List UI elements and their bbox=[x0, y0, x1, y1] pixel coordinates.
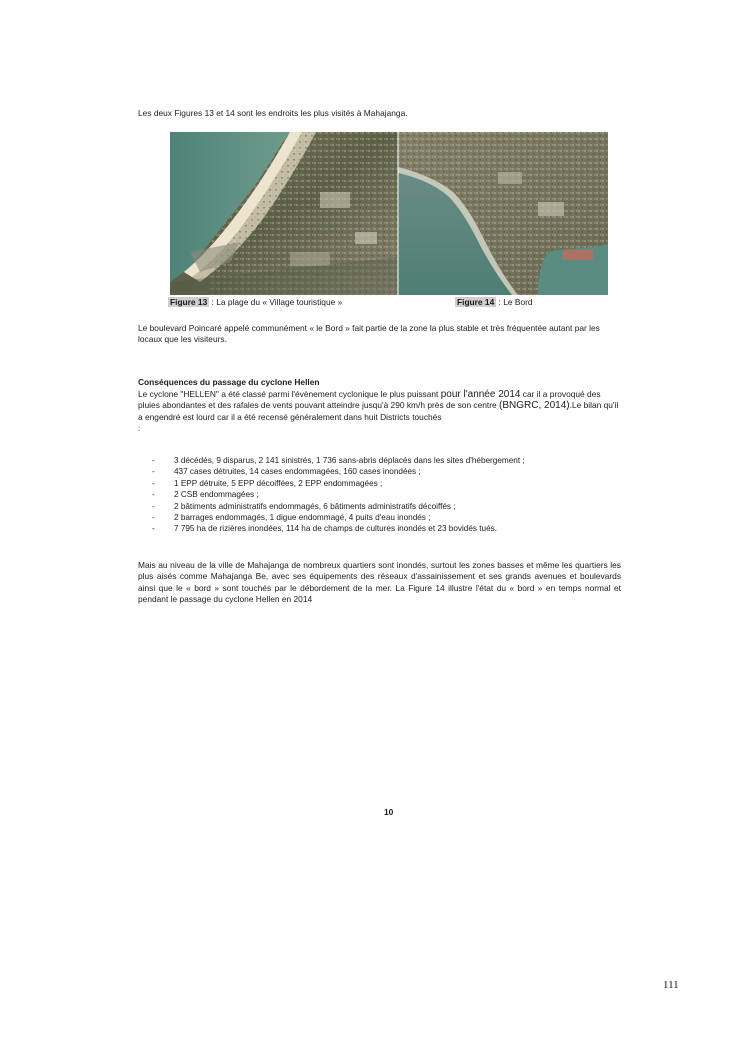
damage-list bbox=[152, 455, 632, 535]
bullet-dash: - bbox=[152, 513, 155, 523]
figure-14-label: Figure 14 bbox=[457, 297, 495, 307]
cyclone-text-year: pour l'année 2014 bbox=[440, 389, 521, 400]
figure-13-caption-text: : La plage du « Village touristique » bbox=[209, 297, 343, 307]
paragraph-boulevard: Le boulevard Poincaré appelé communément « le Bord » fait partie de la zone la plus stable et très fréquentée autant par les locaux que les visiteurs. bbox=[138, 323, 600, 345]
figure-14-photo bbox=[398, 132, 608, 295]
bullet-dash: - bbox=[152, 467, 155, 477]
figure-photos bbox=[170, 132, 608, 295]
intro-text: Les deux Figures 13 et 14 sont les endroits les plus visités à Mahajanga. bbox=[138, 108, 408, 118]
section-heading: Conséquences du passage du cyclone Hellen bbox=[138, 377, 320, 387]
list-item: - 7 795 ha de rizières inondées, 114 ha de champs de cultures inondés et 23 bovidés tués. bbox=[152, 524, 498, 534]
figure-14-caption-text: : Le Bord bbox=[496, 297, 533, 307]
cyclone-text-1: Le cyclone "HELLEN" a été classé parmi l'évènement cyclonique le plus puissant bbox=[138, 389, 441, 399]
cyclone-text-3: .Le bilan qu'il a engendré est lourd car il a été recensé généralement dans huit Districts touchés bbox=[138, 400, 619, 422]
bullet-dash: - bbox=[152, 501, 155, 511]
figure-13-photo bbox=[170, 132, 398, 295]
list-item: - 2 bâtiments administratifs endommagés, 6 bâtiments administratifs décoiffés ; bbox=[152, 501, 456, 511]
outer-page-number: 111 bbox=[663, 979, 679, 991]
cyclone-colon: : bbox=[138, 423, 141, 434]
list-item: - 2 barrages endommagés, 1 digue endommagé, 4 puits d'eau inondés ; bbox=[152, 513, 431, 523]
inner-page-number: 10 bbox=[384, 807, 394, 817]
bullet-dash: - bbox=[152, 490, 155, 500]
bullet-dash: - bbox=[152, 478, 155, 488]
list-item: - 437 cases détruites, 14 cases endommagées, 160 cases inondées ; bbox=[152, 467, 421, 477]
paragraph-cyclone bbox=[138, 389, 620, 435]
figure-13-caption bbox=[168, 297, 342, 308]
paragraph-mahajanga: Mais au niveau de la ville de Mahajanga de nombreux quartiers sont inondés, surtout les zones basses et même les quartiers les plus aisés comme Mahajanga Be, avec ses équipements des réseaux d'assainissement et ses grands avenues et boulevards ainsi que le « bord » sont touchés par le débordement de la mer. La Figure 14 illustre l'état du « bord » en temps normal et pendant le passage du cyclone Hellen en 2014 bbox=[138, 560, 621, 605]
list-item: - 3 décédés, 9 disparus, 2 141 sinistrés, 1 736 sans-abris déplacés dans les sites d'hébergement ; bbox=[152, 456, 525, 465]
cyclone-text-2: car il a provoqué des pluies abondantes et des rafales de vents pouvant atteindre jusqu'à 290 km/h près de son centre bbox=[138, 389, 601, 411]
figure-13-label: Figure 13 bbox=[170, 297, 208, 307]
list-item: - 2 CSB endommagées ; bbox=[152, 490, 259, 500]
figure-14-caption bbox=[455, 297, 533, 308]
list-item: - 1 EPP détruite, 5 EPP décoiffées, 2 EPP endommagées ; bbox=[152, 478, 383, 488]
cyclone-text-citation: (BNGRC, 2014) bbox=[499, 400, 570, 412]
bullet-dash: - bbox=[152, 456, 155, 465]
bullet-dash: - bbox=[152, 524, 155, 534]
